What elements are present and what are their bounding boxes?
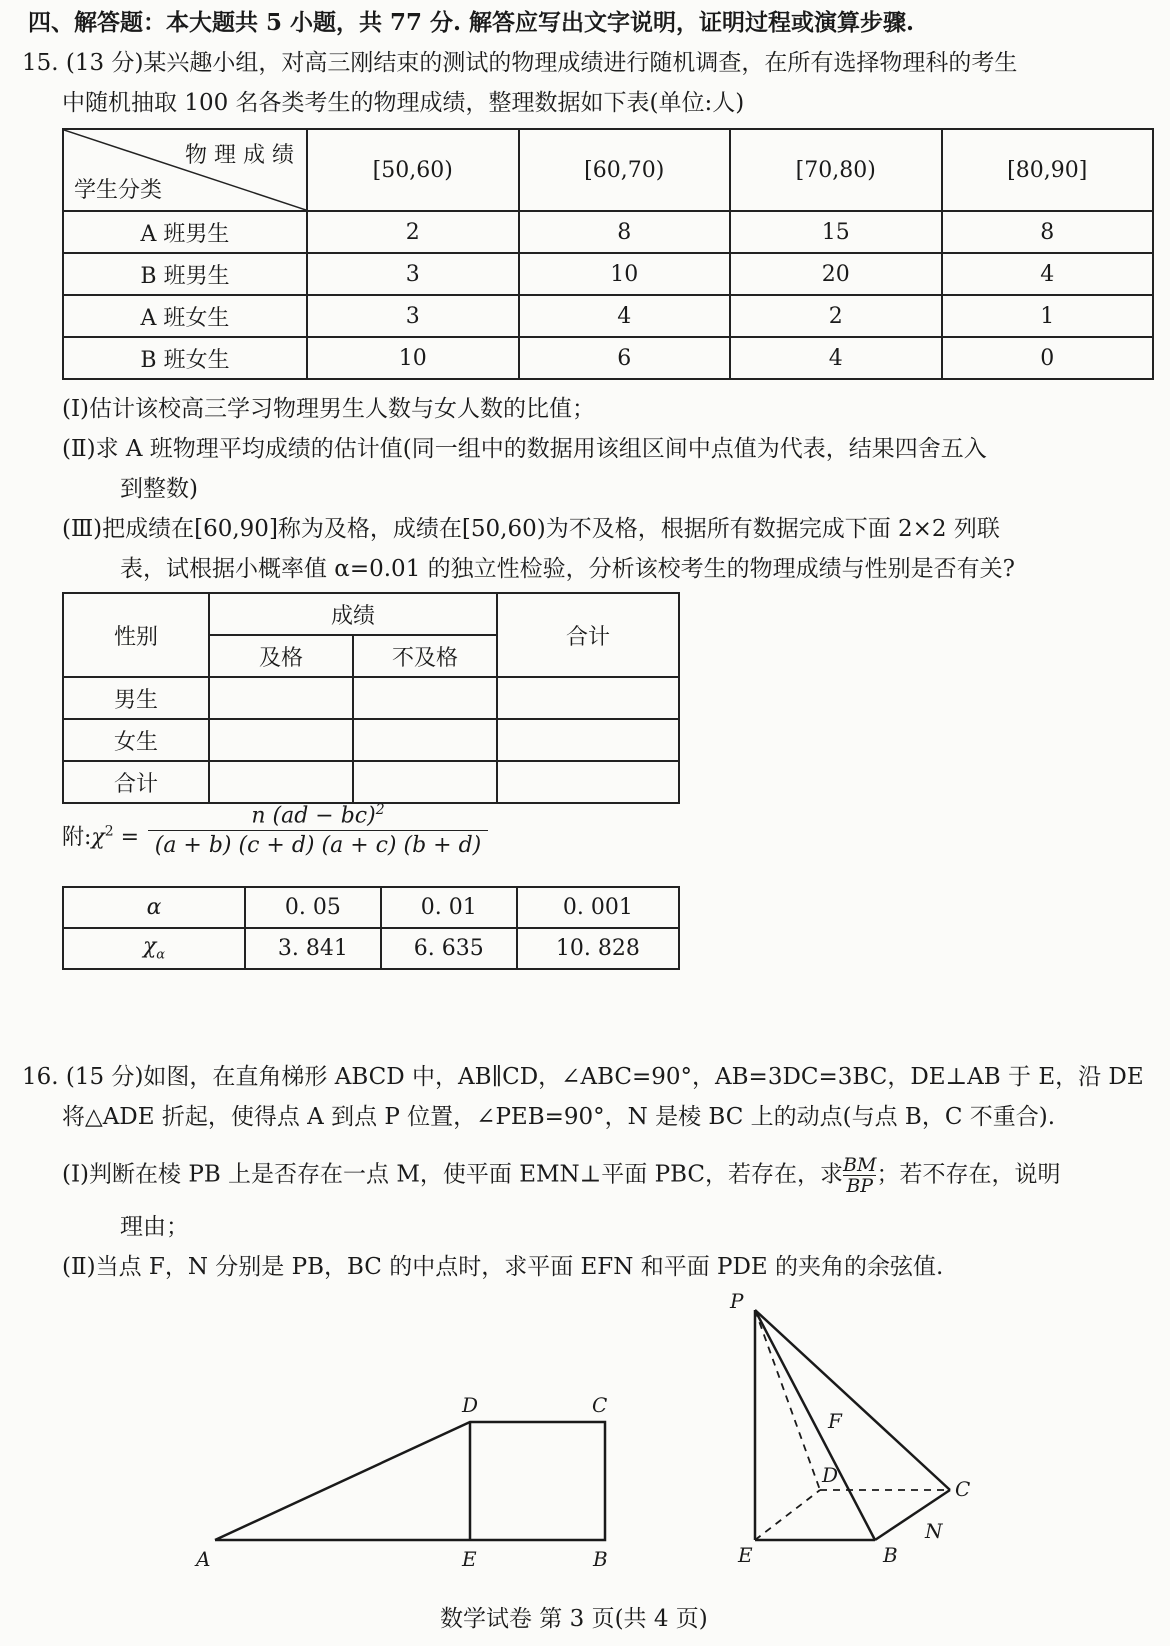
table-cell: 10 — [519, 253, 731, 295]
table-cell: 3 — [307, 295, 519, 337]
label-F: F — [828, 1409, 842, 1433]
table-cell: 10. 828 — [517, 928, 679, 969]
label-B: B — [593, 1547, 608, 1571]
table-cell: 0. 01 — [381, 887, 517, 928]
q15-part2-line1: (Ⅱ)求 A 班物理平均成绩的估计值(同一组中的数据用该组区间中点值为代表，结果四舍五入 — [62, 436, 987, 462]
table-cell: 4 — [519, 295, 731, 337]
table-cell: 15 — [730, 211, 942, 253]
column-header: [60,70) — [519, 129, 731, 211]
row-label: 女生 — [63, 719, 209, 761]
table-row — [63, 761, 679, 803]
table-cell: 3. 841 — [245, 928, 381, 969]
label-A: A — [196, 1547, 211, 1571]
q16-part1-text-end: ；若不存在，说明 — [876, 1161, 1061, 1188]
table-cell: 2 — [730, 295, 942, 337]
table-row — [63, 337, 1153, 379]
pass-header: 及格 — [209, 635, 353, 677]
table-cell: 2 — [307, 211, 519, 253]
numerator-text: n (ad − bc) — [251, 803, 376, 829]
empty-cell — [497, 677, 679, 719]
empty-cell — [209, 719, 353, 761]
label-D: D — [822, 1463, 839, 1487]
table-row — [63, 211, 1153, 253]
empty-cell — [353, 761, 497, 803]
label-E: E — [462, 1547, 477, 1571]
row-label: 合计 — [63, 761, 209, 803]
row-label: 男生 — [63, 677, 209, 719]
fraction-numerator: BM — [843, 1154, 877, 1176]
q15-intro-line1: 15. (13 分)某兴趣小组，对高三刚结束的测试的物理成绩进行随机调查，在所有选择物理科的考生 — [22, 50, 1018, 76]
table-cell: 10 — [307, 337, 519, 379]
formula-label: 附: — [62, 825, 92, 850]
bm-bp-fraction — [843, 1155, 876, 1196]
q15-part3-line1: (Ⅲ)把成绩在[60,90]称为及格，成绩在[50,60)为不及格，根据所有数据完成下面 2×2 列联 — [62, 516, 1000, 542]
gender-header: 性别 — [63, 593, 209, 677]
corner-top-label: 物 理 成 绩 — [185, 143, 294, 168]
score-header: 成绩 — [209, 593, 497, 635]
fail-header: 不及格 — [353, 635, 497, 677]
label-C: C — [592, 1393, 608, 1417]
q16-part1-text: (Ⅰ)判断在棱 PB 上是否存在一点 M，使平面 EMN⊥平面 PBC，若存在，求 — [62, 1161, 844, 1188]
label-B: B — [883, 1543, 898, 1567]
column-header: [80,90] — [942, 129, 1154, 211]
table-row — [63, 928, 679, 969]
table-cell: 8 — [519, 211, 731, 253]
table-cell: 0. 001 — [517, 887, 679, 928]
label-P: P — [730, 1290, 744, 1313]
section-header: 四、解答题：本大题共 5 小题，共 77 分. 解答应写出文字说明，证明过程或演算步骤. — [28, 9, 915, 36]
column-header: [70,80) — [730, 129, 942, 211]
table-cell: 0 — [942, 337, 1154, 379]
table-cell: 20 — [730, 253, 942, 295]
q16-part1 — [62, 1155, 1060, 1196]
pyramid-figure — [720, 1290, 980, 1570]
label-N: N — [925, 1519, 943, 1543]
row-label: B 班女生 — [63, 337, 307, 379]
table-cell: 0. 05 — [245, 887, 381, 928]
table-row — [63, 253, 1153, 295]
q15-part3-line2: 表，试根据小概率值 α=0.01 的独立性检验，分析该校考生的物理成绩与性别是否有关? — [120, 556, 1015, 582]
label-C: C — [955, 1477, 971, 1501]
table-row — [63, 719, 679, 761]
total-header: 合计 — [497, 593, 679, 677]
fraction-denominator: BP — [846, 1175, 874, 1197]
contingency-table — [62, 592, 680, 804]
table-cell: 6 — [519, 337, 731, 379]
q16-part1-line2: 理由； — [120, 1214, 189, 1240]
q15-intro-line2: 中随机抽取 100 名各类考生的物理成绩，整理数据如下表(单位:人) — [62, 90, 745, 116]
q15-part1: (Ⅰ)估计该校高三学习物理男生人数与女人数的比值； — [62, 396, 596, 422]
label-E: E — [738, 1543, 753, 1567]
page-footer: 数学试卷 第 3 页(共 4 页) — [440, 1606, 708, 1632]
table-cell: 4 — [730, 337, 942, 379]
formula-prefix: 附$:\chi^2$ = — [62, 823, 140, 850]
chi-label — [63, 928, 245, 969]
table-corner-cell — [63, 129, 307, 211]
empty-cell — [497, 719, 679, 761]
chi-label-text: χ — [142, 934, 157, 960]
table-cell: 3 — [307, 253, 519, 295]
empty-cell — [497, 761, 679, 803]
empty-cell — [353, 719, 497, 761]
row-label: A 班女生 — [63, 295, 307, 337]
empty-cell — [209, 677, 353, 719]
table-cell: 1 — [942, 295, 1154, 337]
table-cell: 8 — [942, 211, 1154, 253]
chi-subscript: α — [156, 947, 166, 963]
alpha-table — [62, 886, 680, 970]
empty-cell — [353, 677, 497, 719]
table-cell: 6. 635 — [381, 928, 517, 969]
trapezoid-figure — [180, 1380, 630, 1580]
table-row — [63, 677, 679, 719]
empty-cell — [209, 761, 353, 803]
table-cell: 4 — [942, 253, 1154, 295]
score-table — [62, 128, 1154, 380]
q15-part2-line2: 到整数) — [120, 476, 198, 502]
corner-bottom-label: 学生分类 — [74, 178, 163, 203]
alpha-label: α — [63, 887, 245, 928]
row-label: A 班男生 — [63, 211, 307, 253]
chi-square-formula — [148, 802, 488, 858]
label-D: D — [462, 1393, 479, 1417]
row-label: B 班男生 — [63, 253, 307, 295]
column-header: [50,60) — [307, 129, 519, 211]
formula-numerator: n (ad − bc)$^2$ — [148, 802, 488, 831]
table-row — [63, 295, 1153, 337]
q16-part2: (Ⅱ)当点 F，N 分别是 PB，BC 的中点时，求平面 EFN 和平面 PDE 的夹角的余弦值. — [62, 1254, 944, 1280]
formula-denominator: (a + b) (c + d) (a + c) (b + d) — [154, 833, 482, 859]
table-row — [63, 887, 679, 928]
chi-symbol: χ — [91, 825, 105, 850]
q16-line2: 将△ADE 折起，使得点 A 到点 P 位置，∠PEB=90°，N 是棱 BC 上的动点(与点 B，C 不重合). — [62, 1104, 1056, 1130]
q16-line1: 16. (15 分)如图，在直角梯形 ABCD 中，AB∥CD，∠ABC=90°，AB=3DC=3BC，DE⊥AB 于 E，沿 DE — [22, 1064, 1144, 1090]
